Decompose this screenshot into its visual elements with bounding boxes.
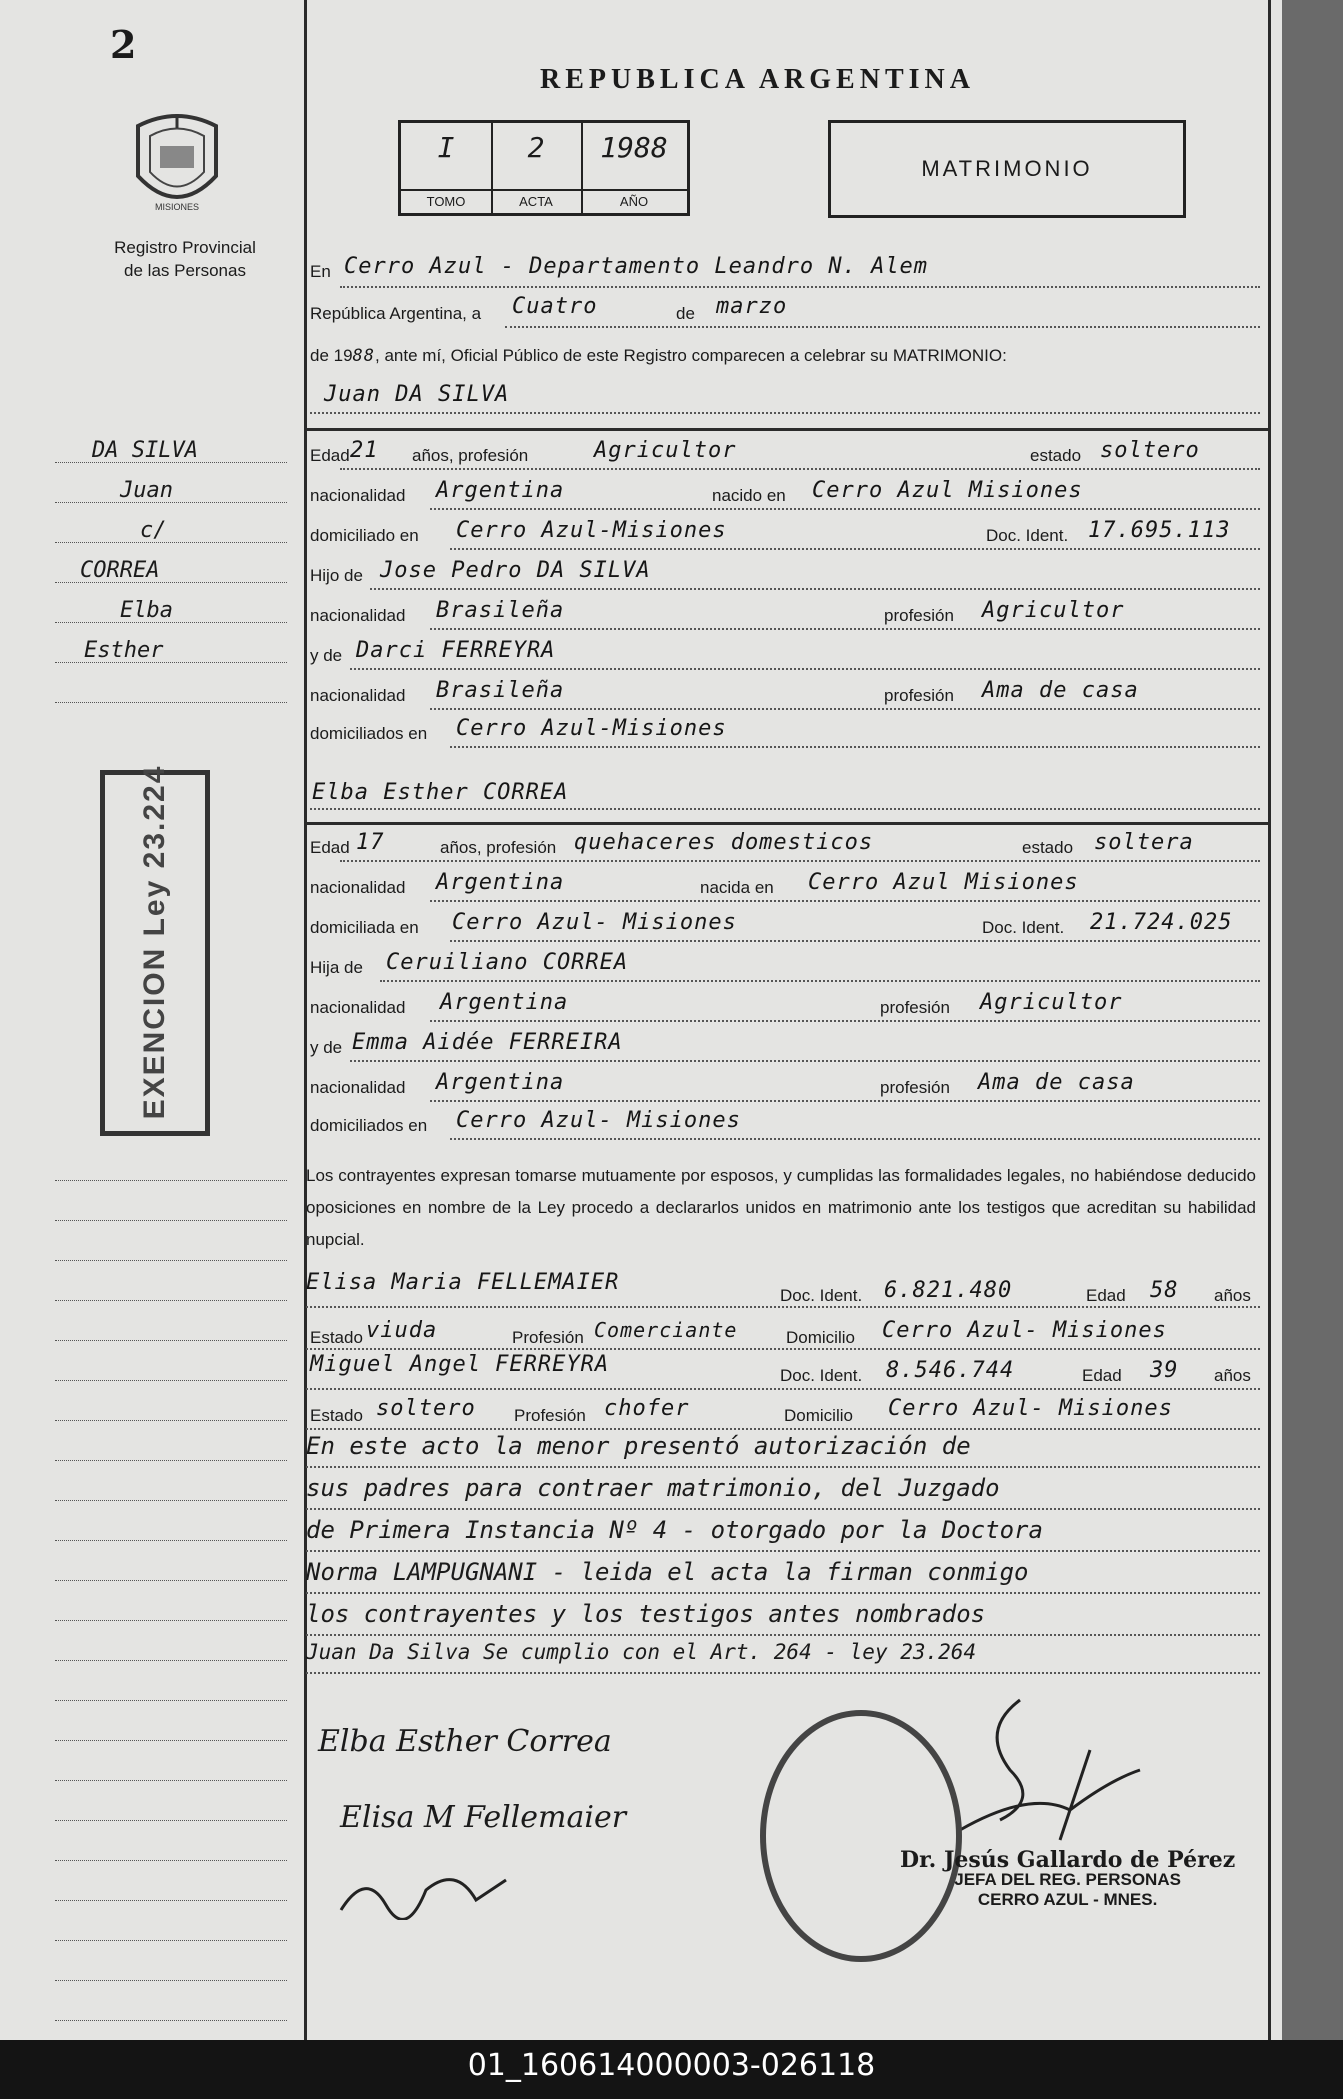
seal-text: MISIONES bbox=[154, 202, 200, 212]
bride-nacida: Cerro Azul Misiones bbox=[808, 870, 1079, 895]
groom-domiciliado-label: domiciliado en bbox=[310, 526, 419, 545]
bride-nacionalidad-label: nacionalidad bbox=[310, 878, 406, 897]
acta-label: ACTA bbox=[491, 189, 581, 213]
signature-witness-1: Elisa M Fellemaier bbox=[340, 1800, 627, 1835]
margin-name-1: DA SILVA bbox=[92, 438, 198, 463]
note-line-6: Juan Da Silva Se cumplio con el Art. 264 - ley 23.264 bbox=[306, 1640, 977, 1664]
groom-nacionalidad-label: nacionalidad bbox=[310, 486, 406, 505]
groom-nacionalidad: Argentina bbox=[436, 478, 565, 503]
groom-nacido: Cerro Azul Misiones bbox=[812, 478, 1083, 503]
margin-name-4: CORREA bbox=[80, 558, 160, 583]
officer-block bbox=[900, 1847, 1236, 1910]
groom-nacido-label: nacido en bbox=[712, 486, 786, 505]
acta-value: 2 bbox=[527, 131, 545, 164]
bride-madre-nac: Argentina bbox=[436, 1070, 565, 1095]
margin-divider bbox=[304, 0, 307, 2040]
witness-1-estado: viuda bbox=[366, 1318, 438, 1343]
groom-padre-nac-label: nacionalidad bbox=[310, 606, 406, 625]
bride-hija-label: Hija de bbox=[310, 958, 363, 977]
witness-2-domicilio-label: Domicilio bbox=[784, 1406, 853, 1425]
officer-name: Dr. Jesús Gallardo de Pérez bbox=[900, 1847, 1236, 1873]
exemption-stamp-text: EXENCION Ley 23.224 bbox=[138, 764, 171, 1120]
witness-1-estado-label: Estado bbox=[310, 1328, 363, 1347]
witness-1-name: Elisa Maria FELLEMAIER bbox=[306, 1270, 620, 1295]
groom-padre: Jose Pedro DA SILVA bbox=[380, 558, 651, 583]
groom-madre-prof: Ama de casa bbox=[982, 678, 1139, 703]
bride-padre: Ceruiliano CORREA bbox=[386, 950, 629, 975]
witness-1-profesion-label: Profesión bbox=[512, 1328, 584, 1347]
bride-padre-prof: Agricultor bbox=[980, 990, 1123, 1015]
groom-padre-prof-label: profesión bbox=[884, 606, 954, 625]
groom-ydela-label: y de bbox=[310, 646, 343, 665]
acta-cell bbox=[491, 123, 583, 213]
anio-label: AÑO bbox=[581, 189, 687, 213]
bride-domicilio: Cerro Azul- Misiones bbox=[452, 910, 737, 935]
witness-2-name: Miguel Angel FERREYRA bbox=[310, 1352, 610, 1377]
witness-2-estado-label: Estado bbox=[310, 1406, 363, 1425]
bride-padre-nac: Argentina bbox=[440, 990, 569, 1015]
intro-place: Cerro Azul - Departamento Leandro N. Alem bbox=[344, 254, 929, 279]
record-type: MATRIMONIO bbox=[828, 120, 1186, 218]
groom-padre-prof: Agricultor bbox=[982, 598, 1125, 623]
witness-1-anos-label: años bbox=[1214, 1286, 1251, 1305]
registry-line-2: de las Personas bbox=[124, 261, 246, 280]
bride-doc-label: Doc. Ident. bbox=[982, 918, 1065, 937]
bride-estado: soltera bbox=[1094, 830, 1194, 855]
groom-padres-dom: Cerro Azul-Misiones bbox=[456, 716, 727, 741]
page-number: 2 bbox=[110, 22, 137, 67]
registry-line-1: Registro Provincial bbox=[114, 238, 256, 257]
witness-2-edad-label: Edad bbox=[1082, 1366, 1122, 1385]
image-caption: 01_160614000003-026118 bbox=[467, 2048, 876, 2083]
groom-madre-nac: Brasileña bbox=[436, 678, 565, 703]
groom-profesion: Agricultor bbox=[594, 438, 737, 463]
right-border bbox=[1268, 0, 1271, 2040]
intro-year-prefix: de 19 bbox=[310, 346, 353, 365]
margin-name-2: Juan bbox=[120, 478, 173, 503]
margin-name-5: Elba bbox=[120, 598, 173, 623]
groom-estado-label: estado bbox=[1030, 446, 1082, 465]
witness-1-doc: 6.821.480 bbox=[884, 1278, 1013, 1303]
witness-2-doc-label: Doc. Ident. bbox=[780, 1366, 863, 1385]
note-line-2: sus padres para contraer matrimonio, del Juzgado bbox=[306, 1474, 1000, 1502]
groom-domicilio: Cerro Azul-Misiones bbox=[456, 518, 727, 543]
provincial-seal-icon bbox=[128, 106, 226, 218]
witness-2-profesion-label: Profesión bbox=[514, 1406, 586, 1425]
intro-en-label: En bbox=[310, 262, 331, 281]
bride-ydela-label: y de bbox=[310, 1038, 343, 1057]
groom-domiciliados-label: domiciliados en bbox=[310, 724, 428, 743]
signature-witness-2-icon bbox=[336, 1860, 516, 1920]
bride-edad-label: Edad bbox=[310, 838, 350, 857]
bride-edad: 17 bbox=[356, 830, 385, 855]
anio-cell bbox=[581, 123, 687, 213]
groom-profesion-label: años, profesión bbox=[412, 446, 529, 465]
bride-padres-dom: Cerro Azul- Misiones bbox=[456, 1108, 741, 1133]
registry-name bbox=[70, 236, 300, 282]
bride-madre-nac-label: nacionalidad bbox=[310, 1078, 406, 1097]
groom-padre-nac: Brasileña bbox=[436, 598, 565, 623]
groom-doc-label: Doc. Ident. bbox=[986, 526, 1069, 545]
note-line-5: los contrayentes y los testigos antes nombrados bbox=[306, 1600, 986, 1628]
bride-profesion-label: años, profesión bbox=[440, 838, 557, 857]
note-line-4: Norma LAMPUGNANI - leida el acta la firman conmigo bbox=[306, 1558, 1029, 1586]
groom-madre-prof-label: profesión bbox=[884, 686, 954, 705]
groom-estado: soltero bbox=[1100, 438, 1200, 463]
groom-edad: 21 bbox=[350, 438, 379, 463]
official-seal-icon bbox=[760, 1710, 962, 1962]
witness-1-profesion: Comerciante bbox=[594, 1318, 738, 1342]
bride-nacida-label: nacida en bbox=[700, 878, 774, 897]
witness-2-edad: 39 bbox=[1150, 1358, 1179, 1383]
officer-place: CERRO AZUL - MNES. bbox=[977, 1890, 1158, 1909]
tomo-value: I bbox=[437, 131, 455, 164]
note-line-1: En este acto la menor presentó autorización de bbox=[306, 1432, 971, 1460]
bride-nacionalidad: Argentina bbox=[436, 870, 565, 895]
country-header: REPUBLICA ARGENTINA bbox=[540, 64, 975, 95]
margin-name-6: Esther bbox=[84, 638, 164, 663]
witness-2-anos-label: años bbox=[1214, 1366, 1251, 1385]
declaration-text: Los contrayentes expresan tomarse mutuamente por esposos, y cumplidas las formalidades legales, no habiéndose deducido oposiciones en nombre de la Ley procedo a declararlos unidos en matrimonio ante los testigos que acreditan su habilidad nupcial. bbox=[306, 1166, 1256, 1249]
bride-doc: 21.724.025 bbox=[1090, 910, 1233, 935]
tomo-cell bbox=[401, 123, 493, 213]
witness-2-domicilio: Cerro Azul- Misiones bbox=[888, 1396, 1173, 1421]
groom-edad-label: Edad bbox=[310, 446, 350, 465]
bride-domiciliada-label: domiciliada en bbox=[310, 918, 419, 937]
signature-bride: Elba Esther Correa bbox=[318, 1724, 612, 1759]
signature-officer-icon bbox=[940, 1690, 1160, 1850]
record-box bbox=[398, 120, 690, 216]
intro-month: marzo bbox=[716, 294, 788, 319]
witness-1-domicilio-label: Domicilio bbox=[786, 1328, 855, 1347]
bride-padre-nac-label: nacionalidad bbox=[310, 998, 406, 1017]
exemption-stamp bbox=[100, 764, 210, 1136]
bride-madre-prof: Ama de casa bbox=[978, 1070, 1135, 1095]
bride-padre-prof-label: profesión bbox=[880, 998, 950, 1017]
tomo-label: TOMO bbox=[401, 189, 491, 213]
witness-2-estado: soltero bbox=[376, 1396, 476, 1421]
witness-1-edad: 58 bbox=[1150, 1278, 1179, 1303]
intro-year-line bbox=[310, 346, 1007, 366]
intro-year: 88 bbox=[352, 346, 376, 366]
witness-2-profesion: chofer bbox=[604, 1396, 690, 1421]
intro-de-label: de bbox=[676, 304, 695, 323]
scan-edge bbox=[1282, 0, 1343, 2040]
margin-name-3: c/ bbox=[140, 518, 167, 543]
intro-day: Cuatro bbox=[512, 294, 598, 319]
groom-hijo-label: Hijo de bbox=[310, 566, 363, 585]
note-line-3: de Primera Instancia Nº 4 - otorgado por la Doctora bbox=[306, 1516, 1043, 1544]
bride-estado-label: estado bbox=[1022, 838, 1074, 857]
intro-republica-label: República Argentina, a bbox=[310, 304, 482, 323]
anio-value: 1988 bbox=[600, 131, 668, 164]
groom-madre-nac-label: nacionalidad bbox=[310, 686, 406, 705]
bride-domiciliados-label: domiciliados en bbox=[310, 1116, 428, 1135]
bride-profesion: quehaceres domesticos bbox=[574, 830, 874, 855]
witness-1-edad-label: Edad bbox=[1086, 1286, 1126, 1305]
witness-1-doc-label: Doc. Ident. bbox=[780, 1286, 863, 1305]
officer-title: JEFA DEL REG. PERSONAS bbox=[954, 1870, 1181, 1889]
groom-doc: 17.695.113 bbox=[1088, 518, 1231, 543]
groom-madre: Darci FERREYRA bbox=[356, 638, 556, 663]
witness-1-domicilio: Cerro Azul- Misiones bbox=[882, 1318, 1167, 1343]
intro-text: , ante mí, Oficial Público de este Registro comparecen a celebrar su MATRIMONIO: bbox=[375, 346, 1007, 365]
bride-madre: Emma Aidée FERREIRA bbox=[352, 1030, 623, 1055]
bride-madre-prof-label: profesión bbox=[880, 1078, 950, 1097]
bride-name: Elba Esther CORREA bbox=[312, 780, 569, 805]
groom-name: Juan DA SILVA bbox=[324, 382, 510, 407]
witness-2-doc: 8.546.744 bbox=[886, 1358, 1015, 1383]
